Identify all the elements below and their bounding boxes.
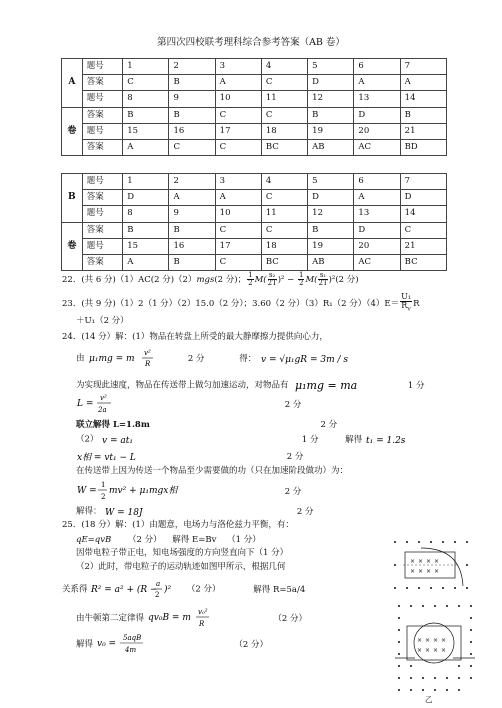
svg-text:L =: L = (77, 399, 94, 409)
q25-line-6: 由牛顿第二定律得 qv₀B = m v₀² R （2 分） (76, 608, 308, 628)
svg-text:qv₀B = m: qv₀B = m (147, 613, 191, 623)
svg-text:×: × (425, 647, 431, 654)
table-row (62, 59, 447, 75)
answer-cell: C (215, 139, 261, 155)
svg-text:R: R (198, 620, 204, 628)
answer-cell: A (354, 190, 400, 206)
answer-cell: D (354, 107, 400, 123)
svg-text:×: × (417, 637, 423, 644)
svg-text:v²: v² (144, 349, 151, 357)
q22-half-fraction-2: $\frac{1}{2}$ (298, 271, 304, 287)
q22-tail: )²(2 分) (328, 275, 359, 285)
answer-table-a (61, 58, 447, 156)
svg-text:×: × (434, 558, 440, 565)
answer-cell: 15 (123, 238, 169, 254)
q25-line-3: 因带电粒子带正电，知电场强度的方向竖直向下（1 分） (76, 548, 289, 558)
q24-formula-5 (101, 433, 141, 445)
answer-cell: C (261, 107, 307, 123)
answer-cell: 5 (308, 59, 354, 75)
svg-text:×: × (410, 568, 416, 575)
answer-cell: 5 (308, 174, 354, 190)
svg-text:v²: v² (100, 394, 107, 402)
answer-cell: AB (308, 254, 354, 270)
answer-cell: AC (354, 254, 400, 270)
page-title: 第四次四校联考理科综合参考答案（AB 卷） (157, 37, 345, 48)
row-header-cell: 答案 (82, 107, 123, 123)
q25-line-7: 解得 v₀ = 5aqB 4m （2 分） (76, 634, 269, 654)
q22-m2: M( (305, 275, 318, 285)
svg-text:2: 2 (101, 493, 106, 501)
table-row (62, 174, 447, 190)
q24-line-10: 解得： W = 18J 2 分 (76, 506, 314, 517)
svg-text:a: a (156, 580, 161, 588)
table-row (62, 190, 447, 206)
row-header-cell: 题号 (82, 206, 123, 222)
q25-line-4: （2）此时，带电粒子的运动轨迹如图甲所示，根据几何 (76, 562, 286, 572)
table-row (62, 222, 447, 238)
q22-score2: (2 分)； (214, 275, 247, 285)
answer-cell: C (169, 139, 215, 155)
answer-cell: 7 (400, 59, 446, 75)
answer-cell: B (123, 107, 169, 123)
section-label-bottom: 卷 (62, 222, 83, 271)
row-header-cell: 题号 (82, 91, 123, 107)
q24-line-1: 24．(14 分）解：(1）物品在转盘上所受的最大静摩擦力提供向心力， (62, 332, 328, 342)
answer-cell: 10 (215, 91, 261, 107)
svg-text:W = 18J: W = 18J (105, 508, 143, 517)
svg-text:R² = a² + (R −: R² = a² + (R − (91, 585, 158, 595)
answer-cell: BC (261, 254, 307, 270)
answer-cell: 8 (123, 206, 169, 222)
answer-cell: A (215, 190, 261, 206)
svg-text:×: × (410, 558, 416, 565)
svg-text:v₀ =: v₀ = (96, 639, 116, 649)
q24-line-8: 在传送带上因为传送一个物品至少需要做的功（只在加速阶段做功）为： (76, 466, 349, 476)
answer-cell: C (400, 222, 446, 238)
answer-cell: AB (308, 139, 354, 155)
answer-cell: 9 (169, 91, 215, 107)
answer-cell: A (123, 139, 169, 155)
q23-r: R (413, 298, 420, 309)
table-row (62, 75, 447, 91)
table-row (62, 107, 447, 123)
q22-half-fraction-1: $\frac{1}{2}$ (248, 271, 253, 287)
q25-formula-2 (147, 606, 217, 630)
answer-cell: 20 (354, 238, 400, 254)
answer-cell: C (215, 254, 261, 270)
q24-formula-4 (76, 392, 116, 416)
answer-cell: D (354, 222, 400, 238)
answer-cell: BC (261, 139, 307, 155)
section-label-top: B (62, 174, 83, 223)
answer-cell: 8 (123, 91, 169, 107)
answer-cell: 6 (354, 174, 400, 190)
answer-cell: B (169, 107, 215, 123)
svg-text:2a: 2a (98, 406, 107, 414)
answer-cell: 21 (400, 238, 446, 254)
q25-line-1: 25．(18 分）解：(1）由题意，电场力与洛伦兹力平衡，有： (62, 520, 294, 530)
svg-text:R: R (145, 360, 151, 368)
answer-cell: 1 (123, 174, 169, 190)
q24-line-4: L = v² 2a 2 分 (77, 394, 302, 414)
svg-text:×: × (426, 558, 432, 565)
svg-text:x相 = vt₁ − L: x相 = vt₁ − L (77, 453, 136, 462)
answer-cell: 12 (308, 206, 354, 222)
answer-cell: C (261, 222, 307, 238)
answer-cell: C (261, 190, 307, 206)
q22-m1: M( (254, 275, 267, 285)
answer-cell: A (400, 75, 446, 91)
row-header-cell: 题号 (82, 123, 123, 139)
svg-text:×: × (417, 647, 423, 654)
svg-text:W =: W = (77, 486, 97, 496)
q24-line-3: 为实现此速度，物品在传送带上做匀加速运动，对物品有 μ₁mg = ma 1 分 (76, 379, 425, 392)
svg-text:×: × (426, 568, 432, 575)
svg-text:μ₁mg = ma: μ₁mg = ma (295, 379, 358, 392)
answer-cell: C (261, 75, 307, 91)
row-header-cell: 答案 (82, 75, 123, 91)
svg-text:5aqB: 5aqB (122, 634, 141, 642)
q24-formula-6 (365, 433, 411, 445)
q22-prefix: 22．(共 6 分)（1）AC(2 分)（2） (62, 275, 197, 285)
answer-cell: 4 (261, 174, 307, 190)
row-header-cell: 答案 (82, 222, 123, 238)
answer-cell: A (354, 75, 400, 91)
answer-cell: 15 (123, 123, 169, 139)
svg-text:×: × (433, 637, 439, 644)
answer-cell: 14 (400, 206, 446, 222)
answer-cell: 18 (261, 238, 307, 254)
q24-line-5: 联立解得 L=1.8m 2 分 (76, 420, 338, 430)
answer-cell: 19 (308, 238, 354, 254)
q25-line-5: 关系得 R² = a² + (R − a 2 )² （2 分） 解得 R=5a/4 (62, 580, 306, 599)
answer-cell: 12 (308, 91, 354, 107)
answer-cell: C (215, 222, 261, 238)
table-row (62, 238, 447, 254)
answer-cell: B (123, 222, 169, 238)
table-row (62, 123, 447, 139)
q23-text: 23．(共 9 分)（1）2（1 分）（2）15.0（2 分）；3.60（2 分）（3）R₁（2 分）（4）E＝ (62, 298, 400, 309)
q23-line-1 (62, 293, 419, 314)
svg-text:)²: )² (164, 585, 172, 595)
answer-cell: 1 (123, 59, 169, 75)
answer-cell: B (169, 75, 215, 91)
answer-cell: BD (400, 139, 446, 155)
svg-text:4m: 4m (124, 646, 136, 654)
q24-formula-1 (87, 348, 155, 368)
answer-cell: C (123, 75, 169, 91)
answer-cell: 6 (354, 59, 400, 75)
row-header-cell: 答案 (82, 254, 123, 270)
section-label-top: A (62, 59, 83, 108)
q22-s1-fraction: $\frac{\text{s₁}}{2T}$ (318, 271, 328, 287)
answer-cell: 17 (215, 238, 261, 254)
answer-cell: B (169, 254, 215, 270)
row-header-cell: 题号 (82, 59, 123, 75)
table-row (62, 139, 447, 155)
answer-cell: 3 (215, 59, 261, 75)
svg-text:×: × (433, 647, 439, 654)
answer-cell: A (123, 254, 169, 270)
svg-text:1: 1 (101, 481, 106, 489)
q22-minus: )² − (277, 275, 297, 285)
svg-text:×: × (441, 637, 447, 644)
answer-cell: 21 (400, 123, 446, 139)
answer-cell: 11 (261, 91, 307, 107)
svg-text:×: × (441, 647, 447, 654)
answer-cell: 19 (308, 123, 354, 139)
row-header-cell: 答案 (82, 139, 123, 155)
answer-cell: 13 (354, 91, 400, 107)
q24-formula-3 (291, 378, 379, 392)
q24-formula-2 (259, 350, 369, 366)
svg-text:mv² + μ₁mgx相: mv² + μ₁mgx相 (109, 486, 178, 496)
answer-cell: 13 (354, 206, 400, 222)
row-header-cell: 答案 (82, 190, 123, 206)
svg-text:v = at₁: v = at₁ (102, 436, 134, 445)
q25-line-2: qE=qvB （2 分） 解得 E=Bv （1 分） (76, 535, 261, 545)
svg-text:2: 2 (155, 591, 160, 599)
answer-cell: B (308, 107, 354, 123)
svg-text:μ₁mg = m: μ₁mg = m (89, 354, 135, 364)
answer-cell: BC (400, 254, 446, 270)
q25-formula-1 (90, 579, 184, 599)
q22-line (62, 272, 359, 287)
answer-cell: AC (354, 139, 400, 155)
field-diagram-1 (391, 538, 477, 596)
svg-text:×: × (434, 568, 440, 575)
svg-text:×: × (418, 558, 424, 565)
q23-line-2: ＋U₁（2 分） (76, 316, 129, 326)
row-header-cell: 题号 (82, 174, 123, 190)
answer-cell: A (169, 190, 215, 206)
figure-label: 乙 (425, 695, 433, 704)
answer-cell: 20 (354, 123, 400, 139)
answer-cell: B (400, 107, 446, 123)
q24-formula-7 (76, 450, 146, 462)
answer-cell: 16 (169, 238, 215, 254)
svg-text:v₀²: v₀² (197, 608, 208, 616)
q24-line-2: 由 μ₁mg = m v² R 2 分 得： v = √μ₁gR = 3m / s (76, 348, 369, 368)
table-row (62, 91, 447, 107)
answer-cell: 17 (215, 123, 261, 139)
q22-s2-fraction: $\frac{\text{s₂}}{2T}$ (267, 271, 277, 287)
section-label-bottom: 卷 (62, 107, 83, 156)
q24-line-6: （2） v = at₁ 1 分 解得 t₁ = 1.2s (76, 433, 411, 446)
q24-line-7: x相 = vt₁ − L 2 分 (77, 451, 304, 462)
answer-cell: B (308, 222, 354, 238)
answer-cell: 2 (169, 59, 215, 75)
q25-formula-3 (96, 632, 148, 656)
q24-line-9: W = 1 2 mv² + μ₁mgx相 2 分 (77, 481, 302, 501)
table-row (62, 206, 447, 222)
svg-text:×: × (418, 568, 424, 575)
q23-fraction: $\frac{\text{U₁}}{R_V}$ (401, 292, 412, 313)
answer-cell: A (215, 75, 261, 91)
answer-cell: 16 (169, 123, 215, 139)
answer-cell: 4 (261, 59, 307, 75)
answer-cell: 2 (169, 174, 215, 190)
answer-cell: C (215, 107, 261, 123)
row-header-cell: 题号 (82, 238, 123, 254)
table-row (62, 254, 447, 270)
q24-formula-9 (104, 505, 154, 517)
answer-cell: D (308, 75, 354, 91)
answer-cell: D (308, 190, 354, 206)
svg-text:×: × (425, 637, 431, 644)
answer-cell: 11 (261, 206, 307, 222)
answer-cell: 18 (261, 123, 307, 139)
answer-cell: 10 (215, 206, 261, 222)
answer-cell: 7 (400, 174, 446, 190)
answer-cell: D (400, 190, 446, 206)
svg-text:t₁ = 1.2s: t₁ = 1.2s (365, 436, 406, 445)
q24-formula-8 (76, 479, 186, 503)
answer-cell: 9 (169, 206, 215, 222)
q22-mgs: mgs (196, 275, 215, 285)
answer-cell: B (169, 222, 215, 238)
answer-cell: D (123, 190, 169, 206)
answer-cell: 14 (400, 91, 446, 107)
svg-text:v = √μ₁gR = 3m / s: v = √μ₁gR = 3m / s (260, 355, 348, 365)
answer-cell: 3 (215, 174, 261, 190)
field-diagram-2 (395, 602, 479, 692)
answer-table-b (61, 173, 447, 271)
